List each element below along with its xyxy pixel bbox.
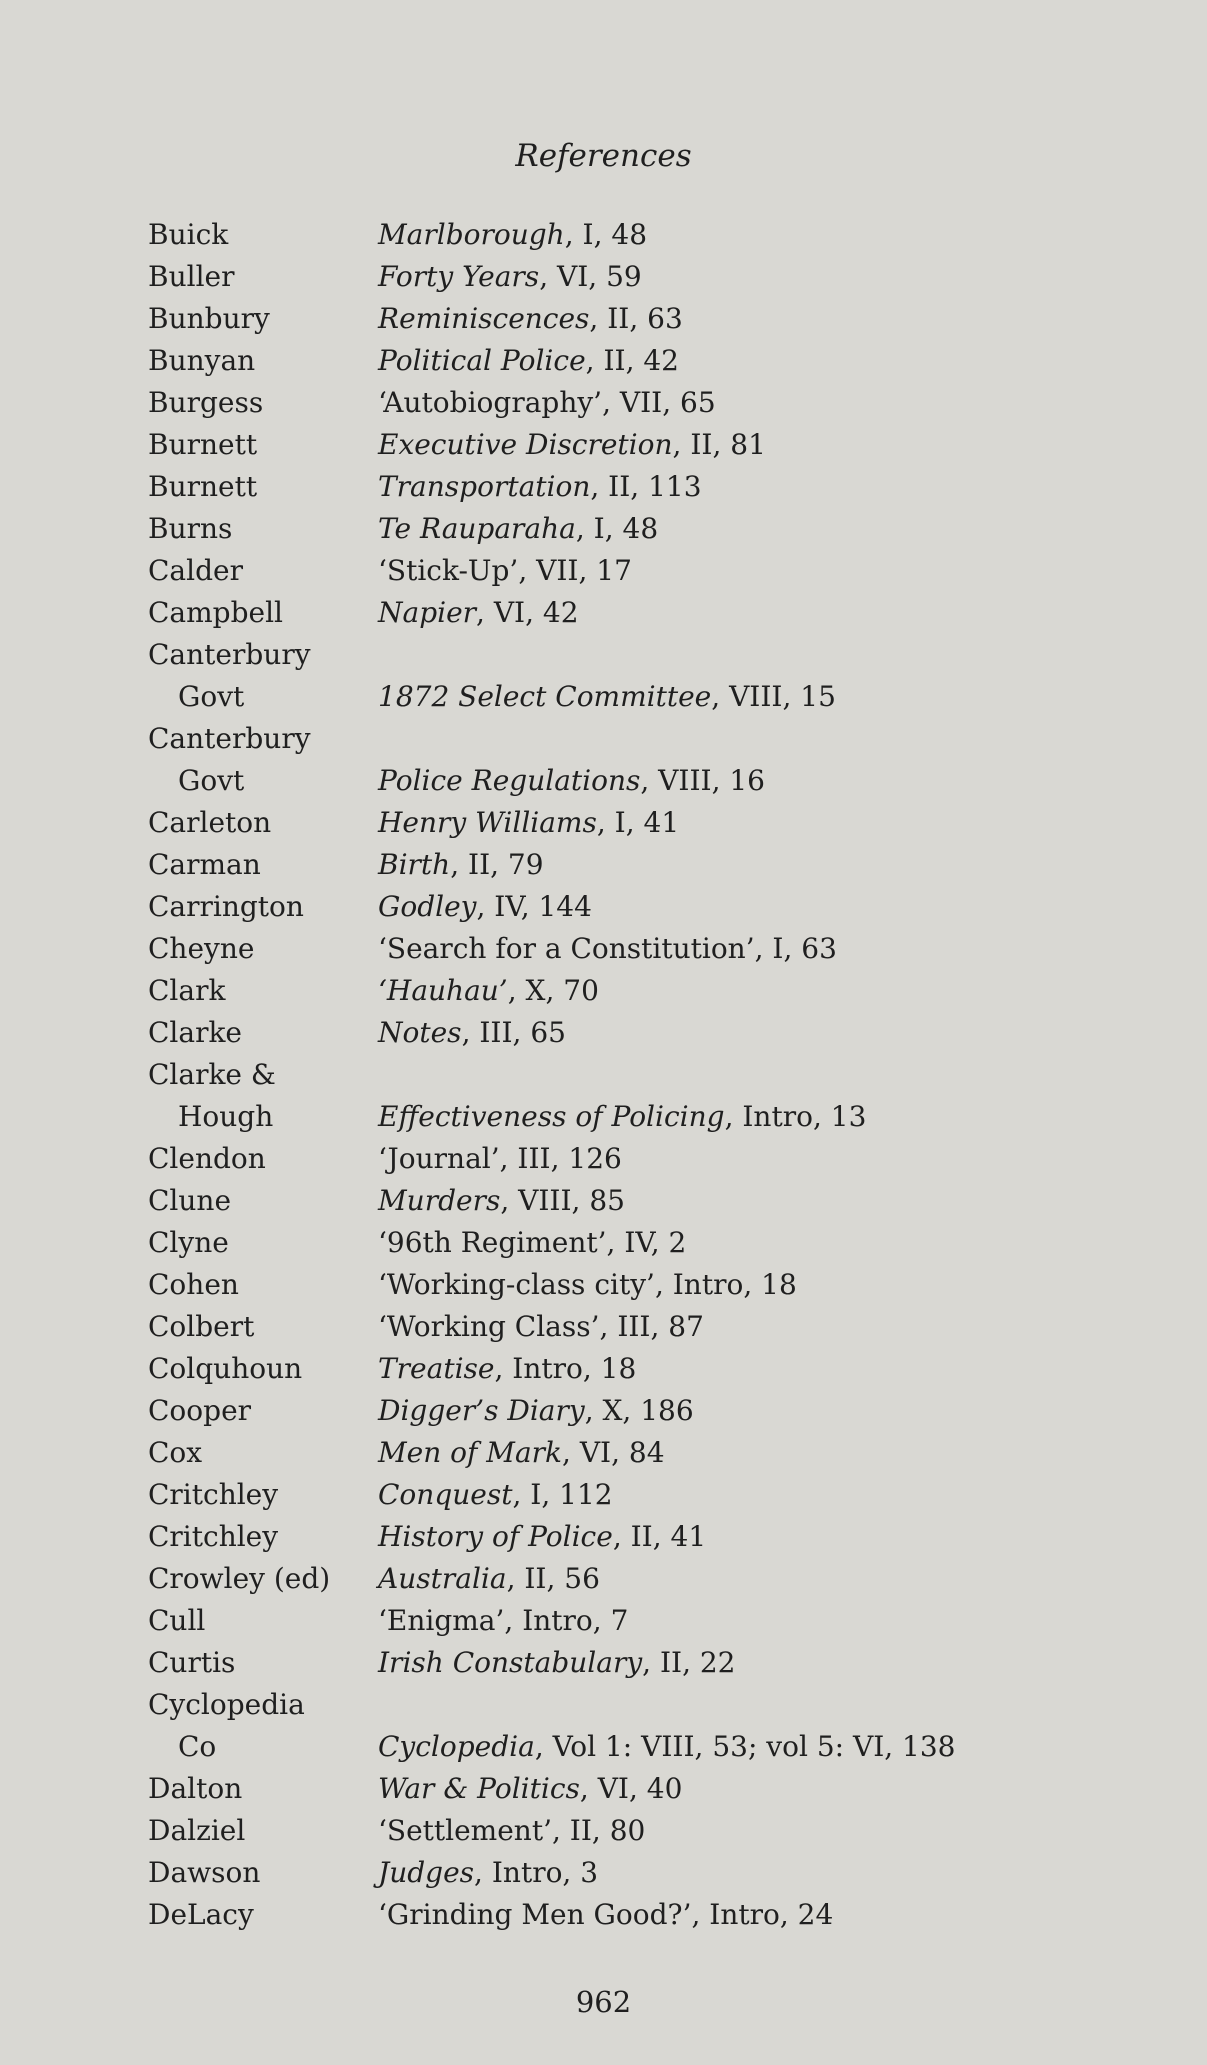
reference-author [148, 1852, 378, 1894]
source-title: Notes [378, 1016, 462, 1049]
reference-entry [148, 1264, 1158, 1306]
source-title: Transportation [378, 470, 591, 503]
reference-author [148, 592, 378, 634]
reference-source [378, 1852, 1158, 1894]
reference-author [148, 1180, 378, 1222]
source-location: , I, 112 [512, 1478, 613, 1511]
source-title: Judges [378, 1856, 475, 1889]
reference-entry [148, 1138, 1158, 1180]
source-title: Treatise [378, 1352, 495, 1385]
source-location: , VI, 84 [562, 1436, 665, 1469]
author-line: Burnett [148, 428, 258, 461]
source-location: , Vol 1: VIII, 53; vol 5: VI, 138 [534, 1730, 956, 1763]
source-location: , Intro, 13 [724, 1100, 867, 1133]
reference-entry [148, 340, 1158, 382]
source-location: , VI, 40 [579, 1772, 683, 1805]
author-line: Calder [148, 554, 243, 587]
reference-author [148, 1390, 378, 1432]
reference-source [378, 256, 1158, 298]
source-title: Murders [378, 1184, 501, 1217]
reference-author [148, 1810, 378, 1852]
source-title: Forty Years [378, 260, 540, 293]
source-location: , II, 63 [589, 302, 683, 335]
author-line: Colquhoun [148, 1352, 303, 1385]
reference-source [378, 970, 1158, 1012]
reference-entry [148, 1348, 1158, 1390]
reference-entry [148, 1558, 1158, 1600]
author-line: Dalton [148, 1772, 243, 1805]
source-title: History of Police [378, 1520, 613, 1553]
reference-source [378, 844, 1158, 886]
reference-entry [148, 1600, 1158, 1642]
source-location: , I, 41 [596, 806, 680, 839]
source-title: Executive Discretion [378, 428, 673, 461]
reference-source [378, 928, 1158, 970]
author-line: Crowley (ed) [148, 1562, 331, 1595]
reference-entry [148, 634, 1158, 718]
reference-source [378, 214, 1158, 256]
author-line: Burnett [148, 470, 258, 503]
author-line: Critchley [148, 1520, 279, 1553]
author-line: Cox [148, 1436, 203, 1469]
author-line: Cooper [148, 1394, 252, 1427]
reference-source [378, 1558, 1158, 1600]
source-title: Police Regulations [378, 764, 641, 797]
reference-entry [148, 382, 1158, 424]
source-location: , II, 56 [506, 1562, 600, 1595]
reference-entry [148, 718, 1158, 802]
source-title: Reminiscences [378, 302, 590, 335]
reference-entry [148, 1768, 1158, 1810]
reference-author [148, 802, 378, 844]
source-title: Birth [378, 848, 451, 881]
reference-source [378, 1810, 1158, 1852]
author-line: Carrington [148, 890, 304, 923]
author-line: DeLacy [148, 1898, 254, 1931]
reference-entry [148, 256, 1158, 298]
reference-list [148, 214, 1158, 1936]
author-line: Clune [148, 1184, 232, 1217]
reference-author [148, 718, 378, 802]
source-title: Irish Constabulary [378, 1646, 643, 1679]
reference-entry [148, 550, 1158, 592]
author-line: Govt [178, 680, 245, 713]
reference-author [148, 844, 378, 886]
author-line: Colbert [148, 1310, 255, 1343]
author-line: Burns [148, 512, 233, 545]
source-title: Men of Mark [378, 1436, 563, 1469]
reference-source [378, 1222, 1158, 1264]
author-line: Clarke [148, 1016, 242, 1049]
reference-author [148, 466, 378, 508]
author-line: Clyne [148, 1226, 229, 1259]
reference-source [378, 1516, 1158, 1558]
source-location: , II, 41 [612, 1520, 707, 1553]
reference-source [378, 1390, 1158, 1432]
reference-entry [148, 1894, 1158, 1936]
source-location: ‘Stick-Up’, VII, 17 [378, 554, 632, 587]
source-location: , III, 65 [461, 1016, 566, 1049]
author-line: Canterbury [148, 638, 311, 671]
author-line: Cull [148, 1604, 206, 1637]
reference-source [378, 1474, 1158, 1516]
reference-author [148, 1894, 378, 1936]
reference-entry [148, 928, 1158, 970]
source-location: , VIII, 16 [640, 764, 765, 797]
reference-author [148, 1138, 378, 1180]
reference-entry [148, 592, 1158, 634]
reference-entry [148, 970, 1158, 1012]
author-line: Hough [178, 1100, 274, 1133]
source-title: ‘Hauhau’ [378, 974, 508, 1007]
reference-entry [148, 1222, 1158, 1264]
source-location: ‘Search for a Constitution’, I, 63 [378, 932, 837, 965]
reference-entry [148, 802, 1158, 844]
source-location: ‘Working-class city’, Intro, 18 [378, 1268, 797, 1301]
source-location: , IV, 144 [476, 890, 592, 923]
reference-entry [148, 1180, 1158, 1222]
reference-source [378, 1600, 1158, 1642]
source-title: War & Politics [378, 1772, 580, 1805]
author-line: Dalziel [148, 1814, 246, 1847]
reference-author [148, 298, 378, 340]
reference-author [148, 424, 378, 466]
reference-source [378, 1096, 1158, 1138]
reference-source [378, 802, 1158, 844]
reference-author [148, 1474, 378, 1516]
page-number: 962 [575, 1985, 632, 2019]
reference-entry [148, 424, 1158, 466]
reference-source [378, 466, 1158, 508]
source-location: ‘Working Class’, III, 87 [378, 1310, 704, 1343]
source-location: ‘Autobiography’, VII, 65 [378, 386, 716, 419]
reference-author [148, 550, 378, 592]
author-line: Bunyan [148, 344, 256, 377]
source-title: Te Rauparaha [378, 512, 576, 545]
reference-author [148, 1054, 378, 1138]
reference-source [378, 298, 1158, 340]
author-line: Campbell [148, 596, 283, 629]
source-title: Marlborough [378, 218, 565, 251]
reference-entry [148, 1012, 1158, 1054]
author-line: Cohen [148, 1268, 239, 1301]
source-location: ‘Grinding Men Good?’, Intro, 24 [378, 1898, 834, 1931]
author-line: Bunbury [148, 302, 270, 335]
reference-entry [148, 1642, 1158, 1684]
reference-author [148, 214, 378, 256]
source-title: Political Police [378, 344, 586, 377]
reference-source [378, 340, 1158, 382]
reference-source [378, 1432, 1158, 1474]
reference-source [378, 1180, 1158, 1222]
reference-author [148, 1306, 378, 1348]
reference-source [378, 676, 1158, 718]
reference-source [378, 382, 1158, 424]
author-line: Carman [148, 848, 261, 881]
reference-author [148, 886, 378, 928]
reference-source [378, 886, 1158, 928]
reference-author [148, 508, 378, 550]
reference-entry [148, 1810, 1158, 1852]
source-location: ‘Settlement’, II, 80 [378, 1814, 646, 1847]
source-location: , X, 70 [507, 974, 599, 1007]
author-line: Buller [148, 260, 235, 293]
author-line: Burgess [148, 386, 264, 419]
source-location: ‘96th Regiment’, IV, 2 [378, 1226, 687, 1259]
reference-entry [148, 508, 1158, 550]
source-location: , I, 48 [575, 512, 659, 545]
author-line: Co [178, 1730, 217, 1763]
source-location: , VI, 42 [476, 596, 579, 629]
reference-source [378, 1012, 1158, 1054]
source-location: , I, 48 [564, 218, 648, 251]
reference-entry [148, 886, 1158, 928]
author-line: Cyclopedia [148, 1688, 305, 1721]
reference-author [148, 1222, 378, 1264]
source-title: Napier [378, 596, 477, 629]
reference-source [378, 508, 1158, 550]
reference-author [148, 382, 378, 424]
author-line: Clarke & [148, 1058, 276, 1091]
source-title: Conquest [378, 1478, 513, 1511]
source-location: , X, 186 [584, 1394, 694, 1427]
reference-entry [148, 1516, 1158, 1558]
author-line: Clendon [148, 1142, 266, 1175]
author-line: Govt [178, 764, 245, 797]
source-location: , VI, 59 [539, 260, 642, 293]
reference-source [378, 1642, 1158, 1684]
reference-author [148, 1516, 378, 1558]
source-location: , Intro, 18 [494, 1352, 637, 1385]
source-location: , II, 113 [590, 470, 702, 503]
author-line: Carleton [148, 806, 272, 839]
reference-author [148, 1432, 378, 1474]
source-title: Godley [378, 890, 477, 923]
author-line: Curtis [148, 1646, 236, 1679]
reference-entry [148, 1852, 1158, 1894]
reference-author [148, 1600, 378, 1642]
author-line: Clark [148, 974, 226, 1007]
source-title: Digger’s Diary [378, 1394, 585, 1427]
source-title: Henry Williams [378, 806, 597, 839]
running-header: References [515, 138, 692, 174]
author-line: Critchley [148, 1478, 279, 1511]
reference-entry [148, 1054, 1158, 1138]
reference-author [148, 1348, 378, 1390]
reference-author [148, 1012, 378, 1054]
source-location: , II, 81 [672, 428, 766, 461]
reference-author [148, 634, 378, 718]
author-line: Dawson [148, 1856, 261, 1889]
reference-entry [148, 1306, 1158, 1348]
source-title: Cyclopedia [378, 1730, 535, 1763]
reference-entry [148, 1684, 1158, 1768]
source-title: Effectiveness of Policing [378, 1100, 725, 1133]
reference-author [148, 1768, 378, 1810]
reference-source [378, 424, 1158, 466]
reference-source [378, 550, 1158, 592]
source-location: ‘Enigma’, Intro, 7 [378, 1604, 629, 1637]
reference-entry [148, 1390, 1158, 1432]
reference-source [378, 1894, 1158, 1936]
reference-author [148, 340, 378, 382]
source-location: , VIII, 15 [711, 680, 836, 713]
reference-source [378, 1306, 1158, 1348]
reference-author [148, 1558, 378, 1600]
source-location: , II, 79 [450, 848, 544, 881]
author-line: Cheyne [148, 932, 255, 965]
source-title: Australia [378, 1562, 507, 1595]
reference-author [148, 1642, 378, 1684]
source-location: ‘Journal’, III, 126 [378, 1142, 622, 1175]
reference-entry [148, 844, 1158, 886]
reference-entry [148, 466, 1158, 508]
reference-author [148, 1684, 378, 1768]
reference-entry [148, 1474, 1158, 1516]
reference-entry [148, 298, 1158, 340]
source-location: , Intro, 3 [474, 1856, 599, 1889]
reference-source [378, 1768, 1158, 1810]
reference-source [378, 1348, 1158, 1390]
source-location: , II, 22 [642, 1646, 736, 1679]
reference-entry [148, 1432, 1158, 1474]
reference-author [148, 928, 378, 970]
reference-author [148, 1264, 378, 1306]
author-line: Canterbury [148, 722, 311, 755]
reference-source [378, 592, 1158, 634]
source-location: , II, 42 [585, 344, 679, 377]
source-title: 1872 Select Committee [378, 680, 712, 713]
reference-author [148, 970, 378, 1012]
reference-source [378, 1726, 1158, 1768]
reference-source [378, 760, 1158, 802]
author-line: Buick [148, 218, 229, 251]
reference-author [148, 256, 378, 298]
source-location: , VIII, 85 [500, 1184, 625, 1217]
reference-entry [148, 214, 1158, 256]
reference-source [378, 1264, 1158, 1306]
reference-source [378, 1138, 1158, 1180]
